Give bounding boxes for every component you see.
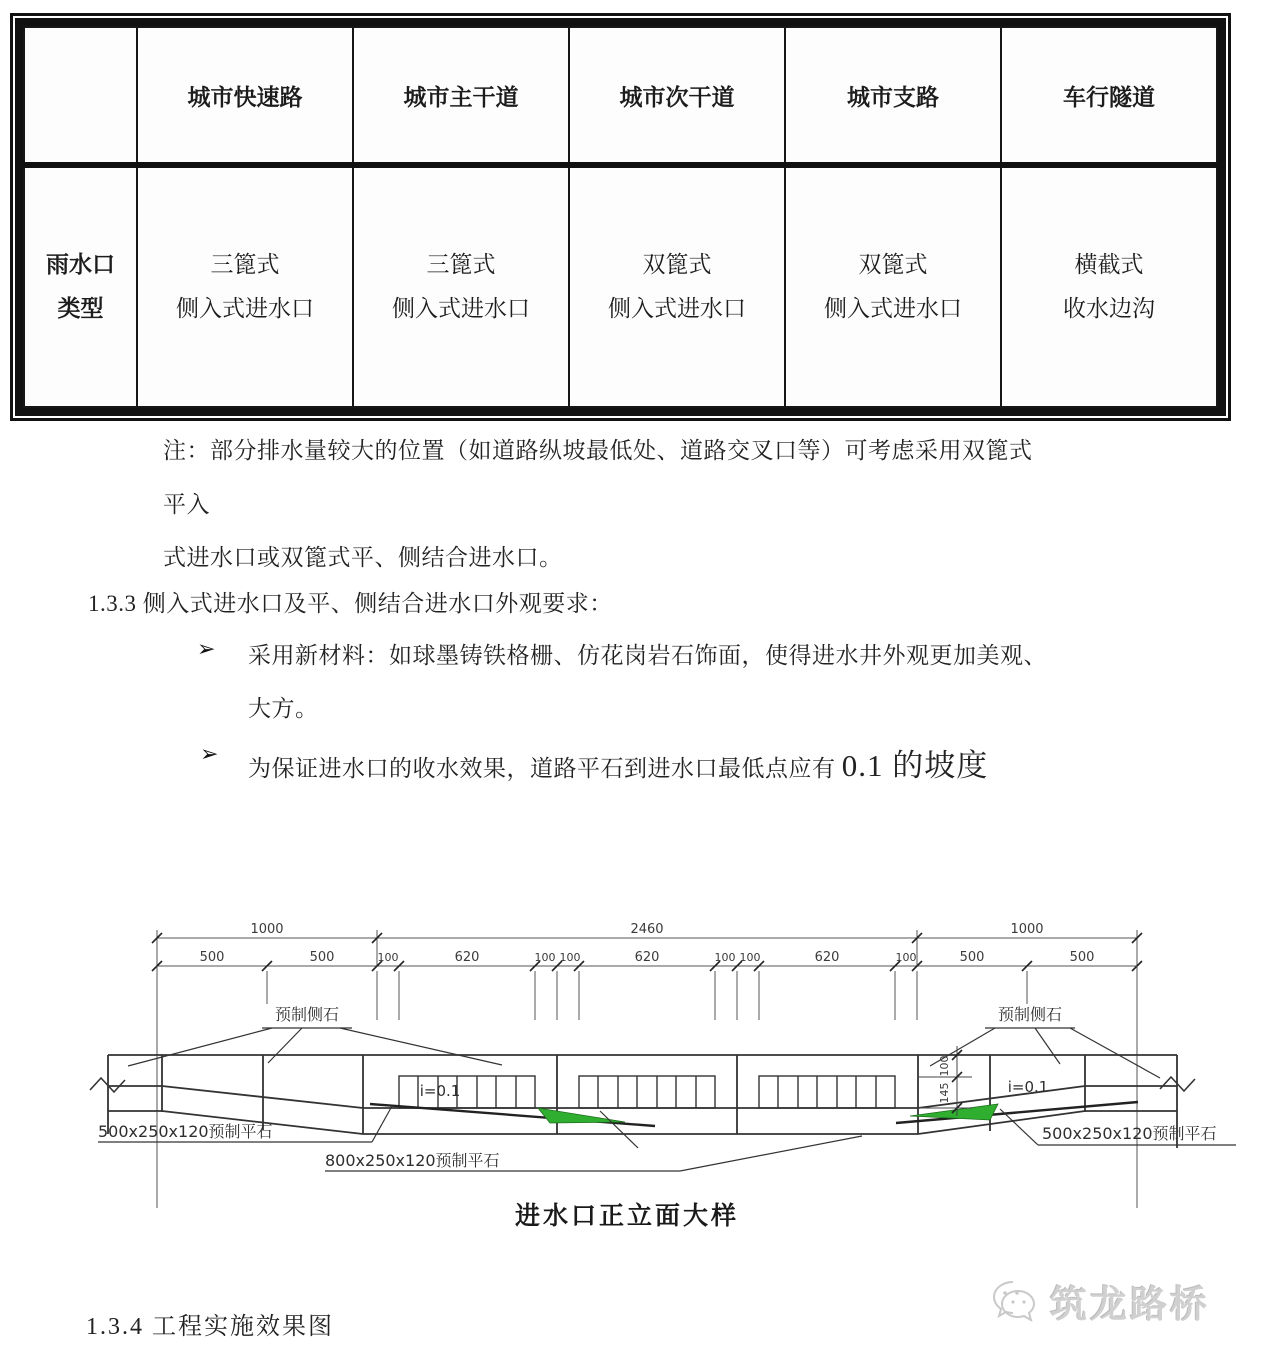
svg-text:i=0.1: i=0.1 [419, 1082, 461, 1100]
bullet2-text: 为保证进水口的收水效果，道路平石到进水口最低点应有 0.1 的坡度 [248, 748, 989, 783]
dim-1000-left: 1000 [250, 922, 284, 937]
section-heading-133: 1.3.3 侧入式进水口及平、侧结合进水口外观要求： [88, 591, 613, 616]
dim-seg: 100 [739, 951, 761, 964]
svg-text:500x250x120预制平石: 500x250x120预制平石 [1042, 1124, 1217, 1143]
watermark-text: 筑龙路桥 [1050, 1285, 1210, 1326]
dim-seg: 500 [959, 950, 985, 965]
cell-tunnel: 横截式 收水边沟 [1001, 165, 1217, 407]
slope-annotation-right [896, 1078, 1138, 1123]
dim-seg: 500 [309, 950, 335, 965]
col-header-secondary: 城市次干道 [569, 27, 785, 165]
cell-expressway: 三篦式 侧入式进水口 [137, 165, 353, 407]
wechat-logo-icon [988, 1276, 1050, 1326]
dim-seg: 500 [199, 950, 225, 965]
slope-arrow-left [538, 1108, 625, 1123]
vdim-100: 100 [938, 1055, 951, 1077]
dim-seg: 620 [634, 950, 660, 965]
cell-secondary: 双篦式 侧入式进水口 [569, 165, 785, 407]
dim-seg: 620 [454, 950, 480, 965]
vdim-145: 145 [938, 1082, 951, 1104]
dim-seg: 100 [377, 951, 399, 964]
dim-seg: 100 [559, 951, 581, 964]
col-header-expressway: 城市快速路 [137, 27, 353, 165]
bullet-arrow-icon: ➢ [200, 742, 219, 767]
svg-text:500x250x120预制平石: 500x250x120预制平石 [98, 1122, 273, 1141]
bullet-arrow-icon: ➢ [197, 637, 216, 662]
label-flat-stone-right [1000, 1109, 1236, 1145]
dim-1000-right: 1000 [1010, 922, 1044, 937]
dim-seg: 620 [814, 950, 840, 965]
dim-seg: 500 [1069, 950, 1095, 965]
bullet1-line2: 大方。 [248, 696, 319, 721]
inlet-elevation-drawing [40, 908, 1240, 1223]
slope-annotation-left [370, 1082, 655, 1126]
table-note-line2: 平入 [163, 492, 210, 517]
dim-seg: 100 [895, 951, 917, 964]
label-precast-curb-right [930, 1005, 1160, 1078]
svg-text:预制侧石: 预制侧石 [997, 1005, 1063, 1024]
col-header-branch: 城市支路 [785, 27, 1001, 165]
row-header-inlet-type: 雨水口 类型 [24, 165, 137, 407]
table-note-line3: 式进水口或双篦式平、侧结合进水口。 [163, 545, 563, 570]
corner-cell [24, 27, 137, 165]
cell-arterial: 三篦式 侧入式进水口 [353, 165, 569, 407]
col-header-tunnel: 车行隧道 [1001, 27, 1217, 165]
dim-seg: 100 [534, 951, 556, 964]
grate-group-3 [759, 1076, 895, 1108]
grate-group-2 [579, 1076, 715, 1108]
col-header-arterial: 城市主干道 [353, 27, 569, 165]
watermark [988, 1274, 1210, 1328]
svg-text:i=0.1: i=0.1 [1007, 1078, 1049, 1096]
section-heading-134: 1.3.4 工程实施效果图 [86, 1314, 334, 1340]
rainwater-inlet-table [10, 13, 1231, 421]
bullet1-line1: 采用新材料：如球墨铸铁格栅、仿花岗岩石饰面，使得进水井外观更加美观、 [248, 643, 1047, 668]
svg-text:800x250x120预制平石: 800x250x120预制平石 [325, 1151, 500, 1170]
cell-branch: 双篦式 侧入式进水口 [785, 165, 1001, 407]
svg-text:预制侧石: 预制侧石 [274, 1005, 340, 1024]
label-precast-curb-left [128, 1005, 502, 1066]
dim-2460: 2460 [630, 922, 664, 937]
drawing-caption: 进水口正立面大样 [514, 1203, 739, 1230]
dim-seg: 100 [714, 951, 736, 964]
table-note-line1: 注：部分排水量较大的位置（如道路纵坡最低处、道路交叉口等）可考虑采用双篦式 [163, 438, 1033, 463]
slope-value-emphasis: 0.1 的坡度 [841, 748, 989, 783]
